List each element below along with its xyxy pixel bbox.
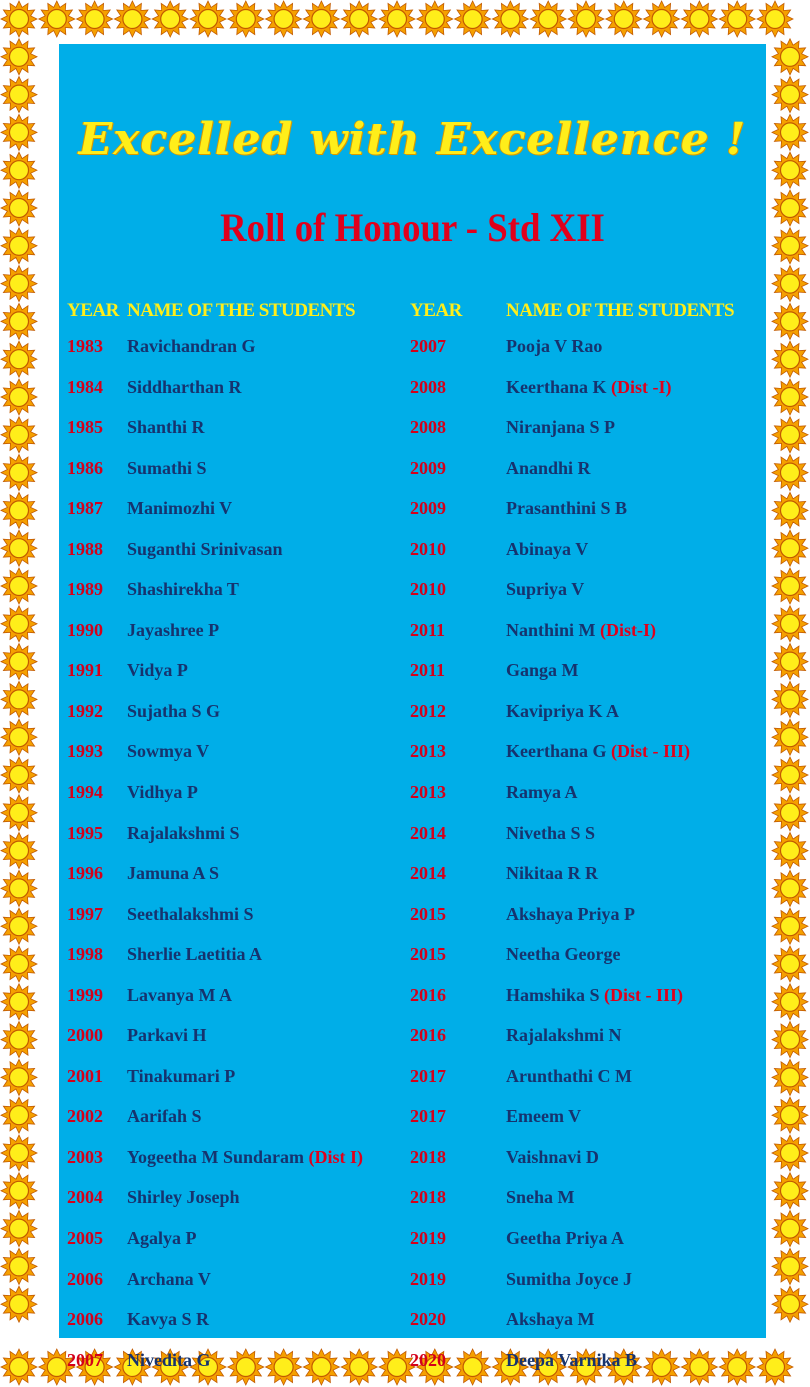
sun-icon bbox=[1, 1173, 37, 1209]
student-name bbox=[506, 1269, 632, 1290]
year-cell: 1987 bbox=[67, 498, 103, 519]
year-cell: 2006 bbox=[67, 1309, 103, 1330]
year-cell: 2018 bbox=[410, 1146, 446, 1167]
sun-icon bbox=[1, 530, 37, 566]
student-name-text: Jayashree P bbox=[127, 619, 220, 640]
sun-icon bbox=[1, 644, 37, 680]
student-name bbox=[127, 1187, 240, 1208]
year-cell: 2003 bbox=[67, 1146, 103, 1167]
student-name-text: Kavya S R bbox=[127, 1309, 210, 1330]
distinction-note: (Dist-I) bbox=[595, 619, 657, 640]
student-name-text: Arunthathi C M bbox=[506, 1065, 633, 1086]
sun-icon bbox=[772, 455, 808, 491]
sun-icon bbox=[772, 1022, 808, 1058]
honour-row bbox=[59, 1018, 766, 1059]
sun-icon bbox=[1, 568, 37, 604]
sun-icon bbox=[772, 77, 808, 113]
student-name bbox=[127, 1269, 211, 1290]
honour-row bbox=[59, 856, 766, 897]
year-cell: 2009 bbox=[410, 498, 446, 519]
student-name-text: Sneha M bbox=[506, 1187, 575, 1208]
distinction-note: (Dist I) bbox=[304, 1146, 364, 1167]
student-name-text: Yogeetha M Sundaram bbox=[127, 1146, 305, 1167]
sun-icon bbox=[1, 1097, 37, 1133]
page-title: Roll of Honour - Std XII bbox=[220, 205, 605, 250]
student-name bbox=[127, 498, 232, 519]
year-cell: 1999 bbox=[67, 984, 103, 1005]
sun-icon bbox=[1, 417, 37, 453]
year-cell: 1991 bbox=[67, 660, 103, 681]
sun-icon bbox=[1, 757, 37, 793]
sun-icon bbox=[1, 1248, 37, 1284]
headline: Excelled with Excellence ! bbox=[78, 114, 747, 165]
student-name-text: Deepa Varnika B bbox=[506, 1349, 638, 1370]
student-name-text: Sowmya V bbox=[127, 741, 210, 762]
student-name bbox=[506, 417, 615, 438]
year-cell: 2012 bbox=[410, 700, 446, 721]
year-cell: 2016 bbox=[410, 1025, 446, 1046]
student-name bbox=[506, 1309, 595, 1330]
sun-icon bbox=[1, 1286, 37, 1322]
student-name-text: Keerthana K bbox=[506, 376, 607, 397]
honour-panel bbox=[59, 44, 766, 1370]
student-name-text: Lavanya M A bbox=[127, 984, 233, 1005]
sun-icon bbox=[1, 190, 37, 226]
student-name-text: Shanthi R bbox=[127, 417, 205, 438]
student-name-text: Shashirekha T bbox=[127, 579, 239, 600]
sun-icon bbox=[1, 795, 37, 831]
student-name bbox=[506, 1106, 581, 1127]
sun-icon bbox=[1, 303, 37, 339]
right-year-header: YEAR bbox=[410, 300, 462, 321]
year-cell: 2020 bbox=[410, 1349, 446, 1370]
honour-row bbox=[59, 1221, 766, 1262]
sun-icon bbox=[39, 1, 75, 37]
honour-row bbox=[59, 734, 766, 775]
student-name bbox=[127, 1147, 363, 1168]
sun-icon bbox=[772, 870, 808, 906]
year-cell: 1989 bbox=[67, 579, 103, 600]
honour-row bbox=[59, 1140, 766, 1181]
student-name bbox=[506, 498, 627, 519]
year-cell: 2000 bbox=[67, 1025, 103, 1046]
sun-icon bbox=[1, 228, 37, 264]
honour-row bbox=[59, 897, 766, 938]
sun-icon bbox=[772, 795, 808, 831]
student-name-text: Sumathi S bbox=[127, 457, 207, 478]
student-name-text: Anandhi R bbox=[506, 457, 591, 478]
honour-list bbox=[59, 329, 766, 1383]
sun-icon bbox=[772, 644, 808, 680]
sun-icon bbox=[772, 266, 808, 302]
student-name bbox=[127, 417, 205, 438]
sun-icon bbox=[772, 946, 808, 982]
student-name-text: Hamshika S bbox=[506, 984, 600, 1005]
year-cell: 2002 bbox=[67, 1106, 103, 1127]
sun-icon bbox=[1, 1022, 37, 1058]
sun-icon bbox=[1, 114, 37, 150]
sun-icon bbox=[1, 1349, 37, 1385]
sun-icon bbox=[1, 492, 37, 528]
student-name-text: Tinakumari P bbox=[127, 1065, 236, 1086]
sun-icon bbox=[1, 908, 37, 944]
sun-icon bbox=[772, 719, 808, 755]
sun-icon bbox=[772, 1248, 808, 1284]
sun-icon bbox=[772, 379, 808, 415]
sun-icon bbox=[1, 681, 37, 717]
student-name bbox=[127, 1025, 207, 1046]
distinction-note: (Dist - III) bbox=[599, 984, 684, 1005]
student-name-text: Ramya A bbox=[506, 782, 578, 803]
sun-icon bbox=[644, 1, 680, 37]
sun-icon bbox=[1, 266, 37, 302]
sun-icon bbox=[266, 1, 302, 37]
student-name bbox=[127, 1309, 209, 1330]
honour-row bbox=[59, 816, 766, 857]
student-name bbox=[127, 741, 209, 762]
student-name bbox=[506, 823, 595, 844]
honour-row bbox=[59, 1343, 766, 1384]
sun-icon bbox=[1, 946, 37, 982]
student-name-text: Seethalakshmi S bbox=[127, 903, 254, 924]
year-cell: 1992 bbox=[67, 700, 103, 721]
honour-row bbox=[59, 1302, 766, 1343]
year-cell: 1986 bbox=[67, 457, 103, 478]
year-cell: 2010 bbox=[410, 579, 446, 600]
year-cell: 1990 bbox=[67, 619, 103, 640]
left-year-header: YEAR bbox=[67, 300, 119, 321]
student-name bbox=[506, 1066, 632, 1087]
honour-row bbox=[59, 1059, 766, 1100]
student-name bbox=[127, 377, 242, 398]
student-name bbox=[506, 741, 690, 762]
sun-icon bbox=[772, 39, 808, 75]
sun-icon bbox=[772, 530, 808, 566]
student-name-text: Akshaya Priya P bbox=[506, 903, 636, 924]
student-name bbox=[127, 1066, 235, 1087]
sun-icon bbox=[606, 1, 642, 37]
sun-icon bbox=[772, 1135, 808, 1171]
student-name bbox=[506, 904, 635, 925]
student-name-text: Nikitaa R R bbox=[506, 863, 599, 884]
year-cell: 2008 bbox=[410, 417, 446, 438]
sun-icon bbox=[772, 341, 808, 377]
student-name bbox=[127, 863, 219, 884]
year-cell: 2020 bbox=[410, 1309, 446, 1330]
honour-row bbox=[59, 370, 766, 411]
honour-row bbox=[59, 937, 766, 978]
student-name bbox=[506, 1228, 624, 1249]
student-name-text: Ganga M bbox=[506, 660, 579, 681]
year-cell: 2007 bbox=[410, 336, 446, 356]
student-name-text: Vidya P bbox=[127, 660, 188, 681]
student-name-text: Keerthana G bbox=[506, 741, 607, 762]
sun-icon bbox=[228, 1, 264, 37]
student-name bbox=[127, 904, 254, 925]
sun-icon bbox=[1, 984, 37, 1020]
student-name-text: Rajalakshmi N bbox=[506, 1025, 622, 1046]
student-name bbox=[506, 1187, 575, 1208]
sun-icon bbox=[1, 1059, 37, 1095]
student-name-text: Sujatha S G bbox=[127, 700, 221, 721]
sun-icon bbox=[530, 1, 566, 37]
student-name-text: Prasanthini S B bbox=[506, 498, 628, 519]
student-name-text: Nivetha S S bbox=[506, 822, 596, 843]
student-name bbox=[127, 660, 188, 681]
year-cell: 2017 bbox=[410, 1106, 446, 1127]
student-name-text: Parkavi H bbox=[127, 1025, 207, 1046]
year-cell: 1995 bbox=[67, 822, 103, 843]
student-name-text: Suganthi Srinivasan bbox=[127, 538, 283, 559]
year-cell: 2007 bbox=[67, 1349, 103, 1370]
year-cell: 2017 bbox=[410, 1065, 446, 1086]
year-cell: 2015 bbox=[410, 944, 446, 965]
sun-icon bbox=[1, 719, 37, 755]
sun-icon bbox=[772, 568, 808, 604]
year-cell: 2010 bbox=[410, 538, 446, 559]
year-cell: 2011 bbox=[410, 660, 446, 681]
student-name bbox=[127, 579, 239, 600]
distinction-note: (Dist -I) bbox=[606, 376, 672, 397]
sun-icon bbox=[1, 1211, 37, 1247]
student-name bbox=[506, 985, 683, 1006]
year-cell: 1983 bbox=[67, 336, 103, 356]
sun-icon bbox=[1, 77, 37, 113]
student-name bbox=[127, 944, 262, 965]
honour-row bbox=[59, 613, 766, 654]
year-cell: 1998 bbox=[67, 944, 103, 965]
sun-icon bbox=[772, 1097, 808, 1133]
year-cell: 2006 bbox=[67, 1268, 103, 1289]
student-name-text: Niranjana S P bbox=[506, 417, 616, 438]
right-name-header: NAME OF THE STUDENTS bbox=[506, 300, 735, 321]
student-name bbox=[506, 944, 620, 965]
sun-icon bbox=[568, 1, 604, 37]
sun-icon bbox=[772, 1286, 808, 1322]
student-name-text: Pooja V Rao bbox=[506, 336, 603, 356]
student-name bbox=[127, 1106, 202, 1127]
student-name-text: Shirley Joseph bbox=[127, 1187, 240, 1208]
student-name bbox=[506, 660, 579, 681]
student-name bbox=[506, 336, 602, 357]
honour-row bbox=[59, 329, 766, 370]
year-cell: 1996 bbox=[67, 863, 103, 884]
student-name bbox=[506, 701, 619, 722]
student-name-text: Archana V bbox=[127, 1268, 211, 1289]
student-name-text: Nivedita G bbox=[127, 1349, 211, 1370]
student-name-text: Jamuna A S bbox=[127, 863, 220, 884]
sun-icon bbox=[772, 303, 808, 339]
student-name bbox=[127, 539, 283, 560]
year-cell: 2009 bbox=[410, 457, 446, 478]
student-name-text: Vidhya P bbox=[127, 782, 198, 803]
honour-row bbox=[59, 451, 766, 492]
sun-icon bbox=[772, 114, 808, 150]
sun-icon bbox=[772, 984, 808, 1020]
year-cell: 2001 bbox=[67, 1065, 103, 1086]
student-name bbox=[127, 620, 219, 641]
honour-row bbox=[59, 1180, 766, 1221]
student-name bbox=[506, 1147, 599, 1168]
honour-row bbox=[59, 1262, 766, 1303]
sun-icon bbox=[1, 341, 37, 377]
sun-icon bbox=[772, 606, 808, 642]
year-cell: 2011 bbox=[410, 619, 446, 640]
distinction-note: (Dist - III) bbox=[606, 741, 690, 762]
sun-icon bbox=[719, 1, 755, 37]
sun-icon bbox=[1, 152, 37, 188]
student-name-text: Rajalakshmi S bbox=[127, 822, 240, 843]
student-name bbox=[506, 863, 598, 884]
student-name-text: Abinaya V bbox=[506, 538, 589, 559]
student-name bbox=[127, 458, 207, 479]
sun-icon bbox=[341, 1, 377, 37]
student-name bbox=[127, 1228, 197, 1249]
student-name-text: Manimozhi V bbox=[127, 498, 233, 519]
sun-icon bbox=[114, 1, 150, 37]
year-cell: 2015 bbox=[410, 903, 446, 924]
sun-icon bbox=[1, 39, 37, 75]
student-name bbox=[127, 1350, 211, 1371]
year-cell: 2019 bbox=[410, 1228, 446, 1249]
honour-row bbox=[59, 694, 766, 735]
student-name bbox=[506, 539, 588, 560]
honour-row bbox=[59, 532, 766, 573]
student-name-text: Sherlie Laetitia A bbox=[127, 944, 262, 965]
student-name bbox=[127, 985, 232, 1006]
sun-icon bbox=[772, 228, 808, 264]
year-cell: 2005 bbox=[67, 1228, 103, 1249]
honour-row bbox=[59, 775, 766, 816]
sun-icon bbox=[77, 1, 113, 37]
sun-icon bbox=[772, 1211, 808, 1247]
year-cell: 2016 bbox=[410, 984, 446, 1005]
sun-icon bbox=[1, 833, 37, 869]
sun-icon bbox=[681, 1, 717, 37]
student-name-text: Aarifah S bbox=[127, 1106, 202, 1127]
student-name-text: Sumitha Joyce J bbox=[506, 1268, 632, 1289]
sun-icon bbox=[1, 870, 37, 906]
sun-icon bbox=[190, 1, 226, 37]
year-cell: 1997 bbox=[67, 903, 103, 924]
student-name bbox=[506, 782, 578, 803]
year-cell: 2014 bbox=[410, 822, 446, 843]
student-name-text: Vaishnavi D bbox=[506, 1146, 599, 1167]
sun-icon bbox=[772, 833, 808, 869]
year-cell: 2018 bbox=[410, 1187, 446, 1208]
honour-row bbox=[59, 978, 766, 1019]
student-name bbox=[506, 377, 672, 398]
student-name-text: Neetha George bbox=[506, 944, 621, 965]
year-cell: 2004 bbox=[67, 1187, 103, 1208]
sun-icon bbox=[1, 1, 37, 37]
year-cell: 2008 bbox=[410, 376, 446, 397]
year-cell: 1994 bbox=[67, 782, 103, 803]
student-name-text: Supriya V bbox=[506, 579, 585, 600]
student-name bbox=[127, 336, 256, 357]
sun-icon bbox=[772, 681, 808, 717]
student-name bbox=[506, 458, 591, 479]
student-name-text: Agalya P bbox=[127, 1228, 197, 1249]
year-cell: 2013 bbox=[410, 741, 446, 762]
sun-icon bbox=[1, 379, 37, 415]
sun-icon bbox=[417, 1, 453, 37]
honour-row bbox=[59, 1099, 766, 1140]
sun-icon bbox=[455, 1, 491, 37]
sun-icon bbox=[772, 152, 808, 188]
honour-row bbox=[59, 410, 766, 451]
year-cell: 1984 bbox=[67, 376, 103, 397]
student-name bbox=[506, 1025, 622, 1046]
sun-icon bbox=[492, 1, 528, 37]
sun-icon bbox=[1, 455, 37, 491]
year-cell: 2014 bbox=[410, 863, 446, 884]
sun-icon bbox=[772, 908, 808, 944]
student-name-text: Emeem V bbox=[506, 1106, 582, 1127]
student-name-text: Nanthini M bbox=[506, 619, 596, 640]
honour-row bbox=[59, 572, 766, 613]
student-name-text: Akshaya M bbox=[506, 1309, 595, 1330]
sun-icon bbox=[379, 1, 415, 37]
sun-icon bbox=[152, 1, 188, 37]
student-name bbox=[506, 620, 656, 641]
sun-icon bbox=[772, 757, 808, 793]
student-name bbox=[127, 701, 220, 722]
left-name-header: NAME OF THE STUDENTS bbox=[127, 300, 356, 321]
sun-icon bbox=[1, 606, 37, 642]
sun-icon bbox=[772, 1059, 808, 1095]
student-name bbox=[506, 579, 584, 600]
student-name-text: Siddharthan R bbox=[127, 376, 242, 397]
sun-icon bbox=[772, 1173, 808, 1209]
honour-row bbox=[59, 653, 766, 694]
student-name bbox=[127, 823, 240, 844]
sun-icon bbox=[772, 417, 808, 453]
sun-icon bbox=[757, 1, 793, 37]
sun-icon bbox=[772, 190, 808, 226]
student-name-text: Kavipriya K A bbox=[506, 700, 620, 721]
student-name-text: Geetha Priya A bbox=[506, 1228, 624, 1249]
sun-icon bbox=[303, 1, 339, 37]
year-cell: 1993 bbox=[67, 741, 103, 762]
year-cell: 2013 bbox=[410, 782, 446, 803]
year-cell: 1988 bbox=[67, 538, 103, 559]
sun-icon bbox=[1, 1135, 37, 1171]
year-cell: 1985 bbox=[67, 417, 103, 438]
student-name-text: Ravichandran G bbox=[127, 336, 256, 356]
sun-icon bbox=[772, 492, 808, 528]
student-name bbox=[127, 782, 198, 803]
year-cell: 2019 bbox=[410, 1268, 446, 1289]
honour-row bbox=[59, 491, 766, 532]
student-name bbox=[506, 1350, 637, 1371]
